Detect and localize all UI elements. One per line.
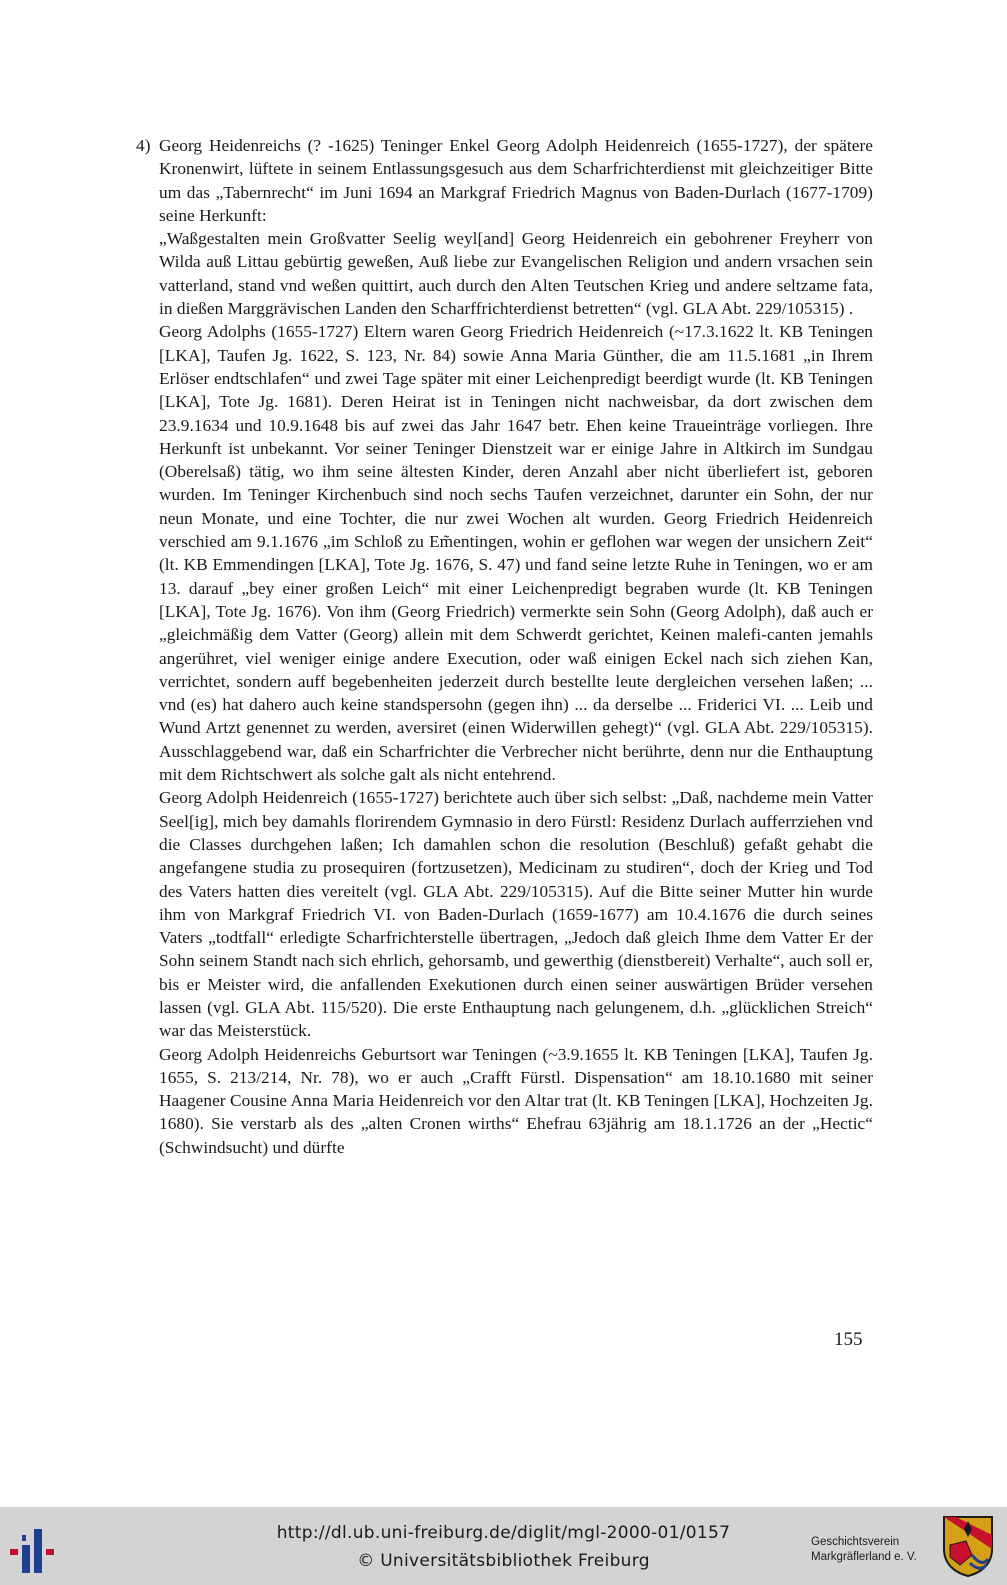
list-number: 4): [136, 136, 151, 155]
body-text: [136, 134, 873, 1159]
paragraph-birthplace: Georg Adolph Heidenreichs Geburtsort war Teningen (~3.9.1655 lt. KB Teningen [LKA], Taufen Jg. 1655, S. 213/214, Nr. 78), wo er auch „Crafft Fürstl. Dispensation“ am 18.10.1680 mit seiner Haagener Cousine Anna Maria Heidenreich vor den Altar trat (lt. KB Teningen [LKA], Hochzeiten Jg. 1680). Sie verstarb als des „alten Cronen wirths“ Ehefrau 63jährig am 18.1.1726 an der „Hectic“ (Schwindsucht) und dürfte: [159, 1044, 873, 1157]
copyright-text: © Universitätsbibliothek Freiburg: [357, 1551, 650, 1571]
paragraph-text: Georg Heidenreichs (? -1625) Teninger Enkel Georg Adolph Heidenreich (1655-1727), der spätere Kronenwirt, lüftete in seinem Entlassungsgesuch aus dem Scharfrichterdienst mit gleichzeitiger Bitte um das „Tabernrecht“ im Juni 1694 an Markgraf Friedrich Magnus von Baden-Durlach (1677-1709) seine Herkunft:: [159, 136, 873, 225]
page-number: 155: [834, 1329, 863, 1350]
society-name: [811, 1535, 917, 1565]
paragraph-self-report: Georg Adolph Heidenreich (1655-1727) berichtete auch über sich selbst: „Daß, nachdeme mein Vatter Seel[ig], mich bey damahls florirendem Gymnasio in dero Fürstl: Residenz Durlach aufferrziehen vnd die Classes durchgehen laßen; Ich damahlen schon die resolution (Beschluß) gefaßt gehabt die angefangene studia zu prosequiren (fortzusetzen), Medicinam zu studiren“, doch der Krieg und Tod des Vaters hatten dies vereitelt (vgl. GLA Abt. 229/105315). Auf die Bitte seiner Mutter hin wurde ihm von Markgraf Friedrich VI. von Baden-Durlach (1659-1677) am 10.4.1676 die durch seines Vaters „todtfall“ erledigte Scharfrichterstelle übertragen, „Jedoch daß gleich Ihme dem Vatter Er der Sohn seinem Standt nach sich ehrlich, gehorsamb, und gewerthig (dienstbereit) Verhalte“, auch soll er, bis er Meister wird, die anfallenden Exekutionen durch einen seiner auswärtigen Brüder versehen lassen (vgl. GLA Abt. 115/520). Die erste Enthauptung nach gelungenem, d.h. „glücklichen Streich“ war das Meisterstück.: [159, 788, 873, 1041]
paragraph-4: [136, 134, 873, 227]
source-url-link[interactable]: http://dl.ub.uni-freiburg.de/diglit/mgl-2000-01/0157: [276, 1523, 731, 1543]
paragraph-parents: Georg Adolphs (1655-1727) Eltern waren Georg Friedrich Heidenreich (~17.3.1622 lt. KB Teningen [LKA], Taufen Jg. 1622, S. 123, Nr. 84) sowie Anna Maria Günther, die am 11.5.1681 „in Ihrem Erlöser endtschlafen“ und zwei Tage später mit einer Leichenpredigt beerdigt wurde (lt. KB Teningen [LKA], Tote Jg. 1681). Deren Heirat ist in Teningen nicht nachweisbar, da dort zwischen dem 23.9.1634 und 10.9.1648 bis auf zwei das Jahr 1647 betr. Ehen keine Traueinträge vorliegen. Ihre Herkunft ist unbekannt. Vor seiner Teninger Dienstzeit war er einige Jahre in Altkirch im Sundgau (Oberelsaß) tätig, wo ihm seine ältesten Kinder, deren Anzahl aber nicht überliefert ist, geboren wurden. Im Teninger Kirchenbuch sind noch sechs Taufen verzeichnet, darunter ein Sohn, der nur neun Monate, und eine Tochter, die nur zwei Wochen alt wurden. Georg Friedrich Heidenreich verschied am 9.1.1676 „im Schloß zu Em̃entingen, wohin er geflohen war wegen der unsichern Zeit“ (lt. KB Emmendingen [LKA], Tote Jg. 1676, S. 47) und fand seine letzte Ruhe in Teningen, wo er am 13. darauf „bey einer großen Leich“ mit einer Leichenpredigt begraben wurde (lt. KB Teningen [LKA], Tote Jg. 1676). Von ihm (Georg Friedrich) vermerkte sein Sohn (Georg Adolph), daß auch er „gleichmäßig dem Vatter (Georg) allein mit dem Schwerdt gerichtet, Keinen malefi-canten jemahls angerühret, viel weniger einige andere Execution, oder waß einigen Eckel nach sich ziehen Kan, verrichtet, sondern auff begebenheiten jederzeit durch bestellte leute dergleichen versehen laßen; ... vnd (es) hat dahero auch keine standspersohn (gegen ihn) ... da derselbe ... Friderici VI. ... Leib und Wund Artzt genennet zu werden, aversiret (einen Widerwillen gehegt)“ (vgl. GLA Abt. 229/105315). Ausschlaggebend war, daß ein Scharfrichter die Verbrecher nicht berührte, denn nur die Enthauptung mit dem Richtschwert als solche galt als nicht entehrend.: [159, 322, 873, 785]
coat-of-arms-icon: [942, 1515, 994, 1577]
society-line-2: Markgräflerland e. V.: [811, 1551, 917, 1563]
quote-paragraph: „Waßgestalten mein Großvatter Seelig weyl[and] Georg Heidenreich ein gebohrener Freyherr von Wilda auß Littau gebürtig geweßen, Auß liebe zur Evangelischen Religion und andern vrsachen sein vatterland, stand vnd weßen quittirt, auch durch den Alten Teutschen Krieg und andere seltzame fata, in dießen Marggrävischen Landen den Scharffrichterdienst betretten“ (vgl. GLA Abt. 229/105315) .: [159, 229, 873, 319]
society-line-1: Geschichtsverein: [811, 1536, 900, 1548]
footer-bar: [0, 1507, 1007, 1585]
